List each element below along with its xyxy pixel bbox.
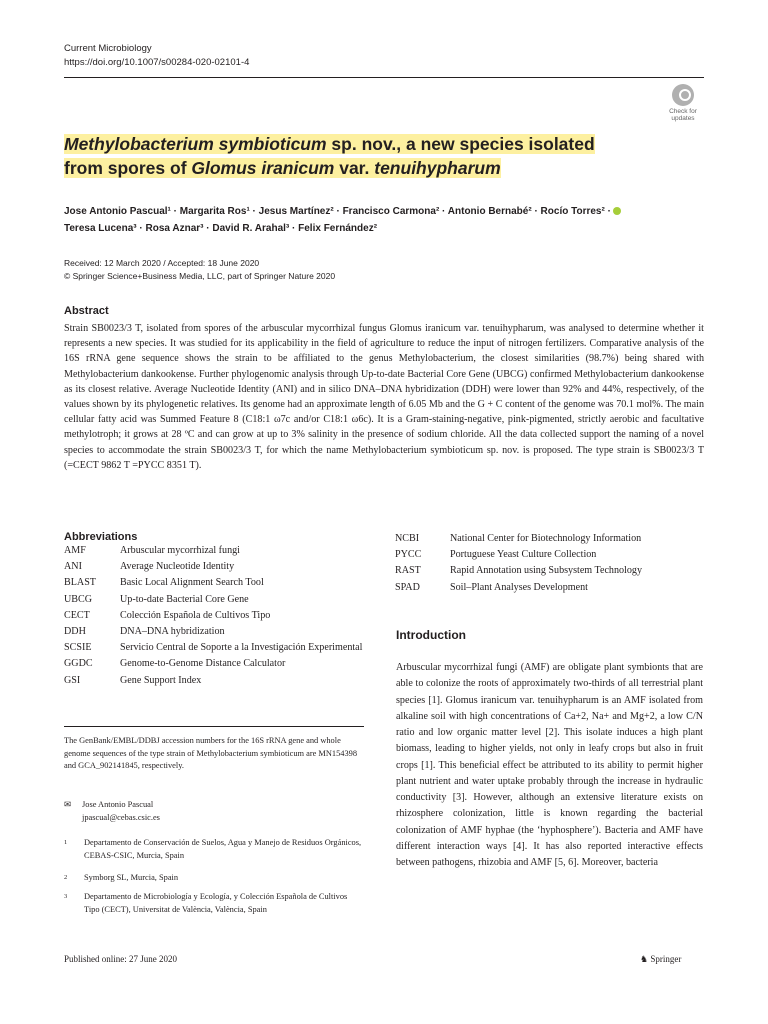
abbreviation-row [395,563,642,579]
abbreviation-row [64,673,362,689]
update-icon [672,84,694,106]
abbreviation: GGDC [64,658,93,670]
badge-line-1: Check for [669,108,697,115]
abstract-text: Strain SB0023/3 T, isolated from spores of the arbuscular mycorrhizal fungus Glomus iranicum var. tenuihypharum, was analysed to determine whether it represents a new species. It was studied for its applicability in the field of agriculture to reduce the input of nitrogen fertilizers. Comparative analysis of the 16S rRNA gene sequence shows the strain to be affiliated to the genus Methylobacterium, the closest similarities (98.7%) being shared with Methylobacterium dankookense. Further phylogenomic analysis through Up-to-date Bacterial Core Gene (UBCG) confirmed Methylobacterium dankookense as its closest relative. Average Nucleotide Identity (ANI) and in silico DNA–DNA hybridization (DDH) were lower than 92% and 44%, respectively, of the values shown by its phylogenetic relatives. Its genome had an approximate length of 6.05 Mb and the G + C content of the genome was 70.1 mol%. The main cellular fatty acid was Summed Feature 8 (C18:1 ω7c and/or C18:1 ω6c). It is a Gram-staining-negative, pink-pigmented, strictly aerobic and facultative methylotroph; it grows at 28 ºC and can grow at up to 3% salinity in the presence of sodium chloride. All the data collected support the naming of a novel species to accommodate the strain SB0023/3 T, for which the name Methylobacterium symbioticum sp. nov. is proposed. The type strain is SB0023/3 T (=CECT 9862 T =PYCC 8351 T). [64,323,704,471]
abbreviations-right [395,531,705,596]
abbreviation: CECT [64,609,90,621]
correspondent-name: Jose Antonio Pascual [82,800,154,809]
abbreviations-heading: Abbreviations [64,531,138,543]
title-fungus: Glomus iranicum [191,158,335,178]
abbreviation-row [64,624,362,640]
abbreviation: GSI [64,674,81,686]
abbreviation-definition: Arbuscular mycorrhizal fungi [120,545,240,556]
abbreviations-left [64,531,364,689]
title-part-3: var. [334,158,375,178]
abbreviation: RAST [395,565,421,577]
abbreviation-definition: Portuguese Yeast Culture Collection [450,549,597,561]
abstract-heading: Abstract [64,305,109,317]
authors-line-2: Teresa Lucena³ · Rosa Aznar³ · David R. Arahal³ · Felix Fernández² [64,222,378,234]
abbreviation: BLAST [64,577,96,589]
abbreviation: AMF [64,545,86,556]
abbreviation: NCBI [395,533,420,544]
accession-note: The GenBank/EMBL/DDBJ accession numbers for the 16S rRNA gene and whole genome sequences of the type strain of Methylobacterium symbioticum are MN154398 and GCA_902141845, respectively. [64,736,358,770]
affiliation-1: 1 Departamento de Conservación de Suelos, Agua y Manejo de Residuos Orgánicos, CEBAS-CSIC, Murcia, Spain [64,838,362,860]
abbreviation-row [64,559,362,575]
title-part-1: sp. nov., a new species isolated [326,134,595,154]
orcid-icon[interactable] [613,207,621,215]
badge-line-2: updates [671,115,695,122]
header-rule [64,77,704,78]
affiliation-3: 3 Departamento de Microbiología y Ecología, y Colección Española de Cultivos Tipo (CECT), Universitat de València, València, Spain [64,892,348,914]
abbreviation: SCSIE [64,642,92,654]
abbreviation-row [395,547,642,563]
abbreviation: PYCC [395,549,422,561]
abbreviation-definition: National Center for Biotechnology Information [450,533,642,544]
journal-doi[interactable]: https://doi.org/10.1007/s00284-020-02101-4 [64,57,250,68]
envelope-icon: ✉ [64,800,72,809]
copyright: © Springer Science+Business Media, LLC, part of Springer Nature 2020 [64,271,336,281]
published-online: Published online: 27 June 2020 [64,954,177,964]
abbreviation: UBCG [64,593,93,605]
article-title [64,132,664,180]
journal-header [64,42,249,70]
introduction-text: Arbuscular mycorrhizal fungi (AMF) are obligate plant symbionts that are able to colonize the roots of approximately two-thirds of all terrestrial plant species [1]. Glomus iranicum var. tenuihypharum is an AMF isolated from alkaline soil with high concentrations of Ca+2, Na+ and Mg+2, a low C/N ratio and low organic matter level [2]. This isolate induces a high plant biomass, leading to higher yields, not only in leafy crops but also in fruit crops [1]. This beneficial effect be attributed to its ability to permit higher plant nutrient and water uptake probably through the increase in hydraulic conductivity [3]. However, although an extensive literature exists on rhizosphere colonization, little is known regarding the bacterial colonization of AMF hyphae (the ‘hyphosphere’). Bacteria and AMF have different interaction ways [4]. It has also reported interactive effects between pathogens, rhizobia and AMF [5, 6]. Moreover, bacteria [396,662,703,868]
abbreviation-definition: Gene Support Index [120,674,202,686]
abbreviation-row [395,580,642,596]
abbreviation-definition: Soil–Plant Analyses Development [450,581,588,593]
abbreviation-definition: Average Nucleotide Identity [120,561,235,573]
correspondence [64,799,364,824]
abbreviation-row [395,531,642,547]
abbreviation-definition: Genome-to-Genome Distance Calculator [120,658,286,670]
affiliation-2: 2 Symborg SL, Murcia, Spain [64,873,179,882]
abbreviation-definition: Up-to-date Bacterial Core Gene [120,593,249,605]
abbreviation-row [64,656,362,672]
abbreviation-row [64,608,362,624]
abbreviation-row [64,592,362,608]
journal-name: Current Microbiology [64,43,152,54]
correspondent-email[interactable]: jpascual@cebas.csic.es [82,812,160,822]
abbreviation-row [64,575,362,591]
check-for-updates-badge[interactable] [663,84,703,124]
author-list [64,204,704,237]
title-part-2: from spores of [64,158,192,178]
abbreviation: SPAD [395,581,420,593]
abbreviation-definition: Rapid Annotation using Subsystem Technology [450,565,643,577]
abbreviation-row [64,640,362,656]
title-genus: Methylobacterium symbioticum [64,134,327,154]
abbreviation-row [64,543,362,559]
abbreviation-definition: Colección Española de Cultivos Tipo [120,609,271,621]
abbreviation: DDH [64,626,86,638]
abbreviation-definition: Basic Local Alignment Search Tool [120,577,264,589]
abbreviation: ANI [64,561,82,573]
title-variety: tenuihypharum [374,158,501,178]
abbreviations-table [64,543,362,689]
introduction-heading: Introduction [396,628,466,642]
publisher-logo [640,954,681,965]
received-accepted: Received: 12 March 2020 / Accepted: 18 June 2020 [64,258,260,268]
springer-horse-icon: ♞ [640,954,649,964]
publisher-name: Springer [650,954,682,964]
authors-line-1: Jose Antonio Pascual¹ · Margarita Ros¹ · Jesus Martínez² · Francisco Carmona² · Antonio Bernabé² · Rocío Torres² · [64,206,611,217]
abbreviations-table-continued [395,531,642,596]
abbreviation-definition: DNA–DNA hybridization [120,626,225,638]
footnote-rule [64,726,364,727]
article-dates [64,257,335,283]
abbreviation-definition: Servicio Central de Soporte a la Investigación Experimental [120,642,363,654]
